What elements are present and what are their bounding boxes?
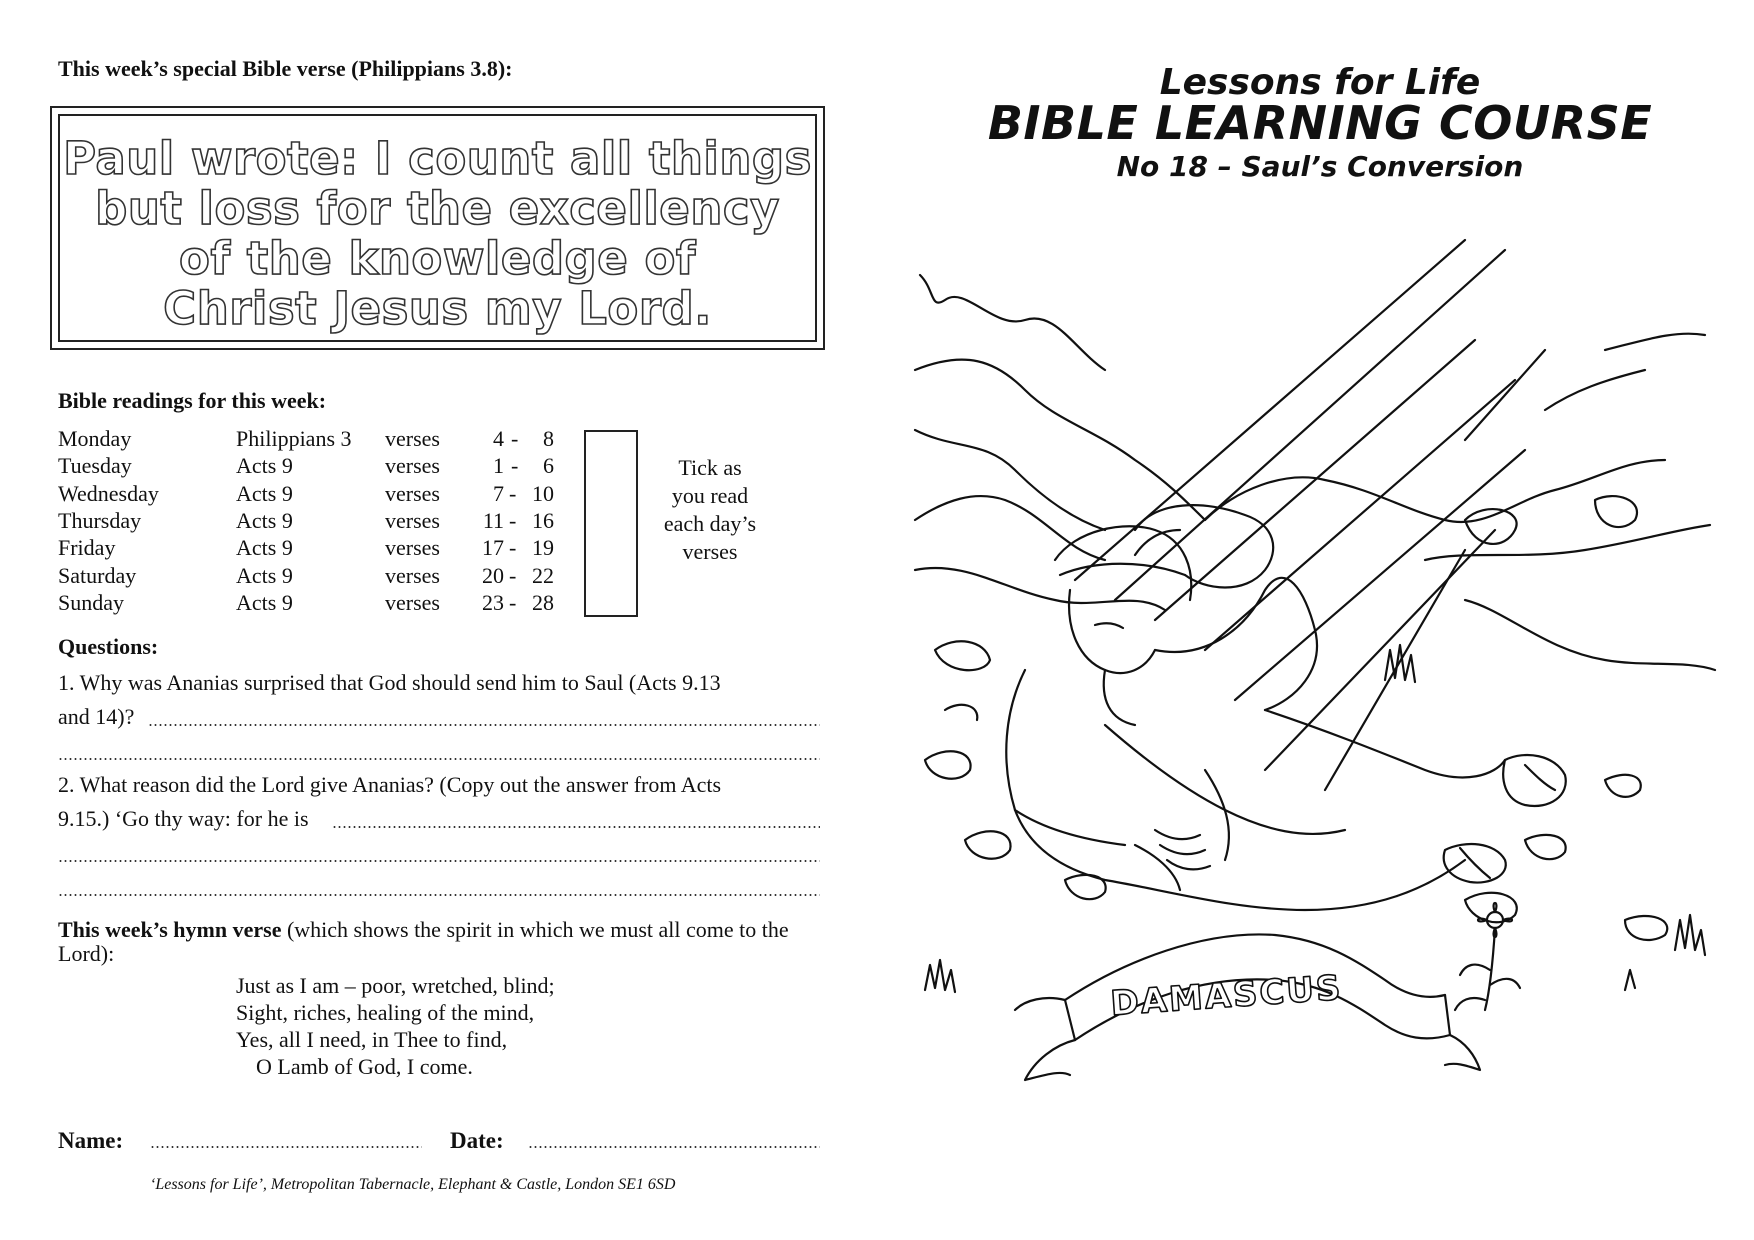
reading-row-friday xyxy=(58,535,578,563)
answer-line[interactable] xyxy=(148,724,820,726)
reading-dash: - xyxy=(511,453,519,478)
reading-to: 6 xyxy=(543,453,554,478)
reading-row-thursday xyxy=(58,508,578,536)
reading-day: Wednesday xyxy=(58,481,159,506)
reading-verses-label: verses xyxy=(385,481,440,506)
tick-note-line: verses xyxy=(682,539,738,564)
name-field[interactable] xyxy=(150,1146,422,1148)
date-field[interactable] xyxy=(528,1146,820,1148)
reading-from: 1 xyxy=(493,453,504,478)
reading-row-tuesday xyxy=(58,453,578,481)
hymn-line: O Lamb of God, I come. xyxy=(256,1054,473,1079)
questions-heading: Questions: xyxy=(58,634,159,659)
verse-line: Christ Jesus my Lord. xyxy=(163,282,712,335)
verse-line: Paul wrote: I count all things xyxy=(63,132,812,185)
verse-line: but loss for the excellency xyxy=(95,182,780,235)
tick-note xyxy=(640,454,780,566)
readings-heading: Bible readings for this week: xyxy=(58,388,327,413)
verse-box xyxy=(50,106,825,350)
reading-to: 10 xyxy=(532,481,554,506)
reading-day: Tuesday xyxy=(58,453,132,478)
reading-dash: - xyxy=(511,426,519,451)
verse-heading: This week’s special Bible verse (Philippians 3.8): xyxy=(58,56,513,81)
tick-note-line: Tick as xyxy=(678,455,742,480)
reading-dash: - xyxy=(509,535,517,560)
tick-box[interactable] xyxy=(584,430,638,617)
hymn-line: Just as I am – poor, wretched, blind; xyxy=(236,973,555,998)
tick-note-line: each day’s xyxy=(663,511,757,536)
question-1-text-cont: and 14)? xyxy=(58,704,135,729)
date-label: Date: xyxy=(450,1128,504,1153)
light-rays xyxy=(1075,240,1545,790)
reading-row-sunday xyxy=(58,590,578,618)
reading-from: 17 xyxy=(482,535,504,560)
rocks xyxy=(925,496,1667,940)
hymn-verse xyxy=(236,972,555,1080)
reading-verses-label: verses xyxy=(385,563,440,588)
reading-row-monday xyxy=(58,426,578,454)
question-2-text-cont: 9.15.) ‘Go thy way: for he is xyxy=(58,806,309,831)
verse-box-inner-border xyxy=(58,114,817,342)
verse-text xyxy=(60,134,815,334)
cover-title-series: Lessons for Life xyxy=(1159,62,1481,103)
answer-line[interactable] xyxy=(58,860,820,862)
footer-address: ‘Lessons for Life’, Metropolitan Tabernacle, Elephant & Castle, London SE1 6SD xyxy=(150,1176,676,1193)
hymn-heading-bold: This week’s hymn verse xyxy=(58,917,282,942)
reading-day: Sunday xyxy=(58,590,124,615)
reading-day: Monday xyxy=(58,426,132,451)
reading-row-wednesday xyxy=(58,481,578,509)
reading-from: 20 xyxy=(482,563,504,588)
reading-to: 22 xyxy=(532,563,554,588)
grass-tufts xyxy=(925,645,1705,992)
damascus-banner xyxy=(1015,934,1480,1080)
reading-verses-label: verses xyxy=(385,508,440,533)
reading-dash: - xyxy=(509,590,517,615)
reading-book: Philippians 3 xyxy=(236,426,352,451)
hymn-line: Yes, all I need, in Thee to find, xyxy=(236,1027,508,1052)
verse-line: of the knowledge of xyxy=(179,232,696,285)
cover-title-lesson: No 18 – Saul’s Conversion xyxy=(1116,150,1524,183)
reading-from: 7 xyxy=(493,481,504,506)
name-label: Name: xyxy=(58,1128,124,1153)
flower xyxy=(1455,903,1520,1010)
reading-dash: - xyxy=(509,481,517,506)
reading-day: Thursday xyxy=(58,508,142,533)
saul-conversion-illustration xyxy=(905,230,1725,1190)
reading-from: 4 xyxy=(493,426,504,451)
reading-dash: - xyxy=(509,563,517,588)
reading-book: Acts 9 xyxy=(236,453,293,478)
banner-text: DAMASCUS xyxy=(1109,967,1344,1025)
reading-book: Acts 9 xyxy=(236,508,293,533)
reading-dash: - xyxy=(509,508,517,533)
reading-from: 23 xyxy=(482,590,504,615)
reading-book: Acts 9 xyxy=(236,563,293,588)
saul-figure xyxy=(1006,505,1565,910)
answer-line[interactable] xyxy=(332,826,820,828)
reading-to: 8 xyxy=(543,426,554,451)
reading-book: Acts 9 xyxy=(236,481,293,506)
reading-row-saturday xyxy=(58,563,578,591)
reading-book: Acts 9 xyxy=(236,590,293,615)
reading-to: 28 xyxy=(532,590,554,615)
answer-line[interactable] xyxy=(58,894,820,896)
answer-line[interactable] xyxy=(58,758,820,760)
reading-verses-label: verses xyxy=(385,535,440,560)
hymn-heading-rest: (which shows the spirit in which we must all come to the Lord): xyxy=(58,917,789,966)
reading-verses-label: verses xyxy=(385,453,440,478)
hymn-heading xyxy=(58,918,828,966)
hymn-line: Sight, riches, healing of the mind, xyxy=(236,1000,535,1025)
mountains xyxy=(915,275,1715,670)
reading-day: Saturday xyxy=(58,563,137,588)
question-2-text: 2. What reason did the Lord give Ananias? (Copy out the answer from Acts xyxy=(58,772,722,797)
reading-book: Acts 9 xyxy=(236,535,293,560)
reading-verses-label: verses xyxy=(385,426,440,451)
reading-to: 16 xyxy=(532,508,554,533)
tick-note-line: you read xyxy=(671,483,749,508)
reading-from: 11 xyxy=(482,508,504,533)
reading-day: Friday xyxy=(58,535,116,560)
question-1-text: 1. Why was Ananias surprised that God should send him to Saul (Acts 9.13 xyxy=(58,670,721,695)
reading-to: 19 xyxy=(532,535,554,560)
reading-verses-label: verses xyxy=(385,590,440,615)
cover-title-course: BIBLE LEARNING COURSE xyxy=(987,96,1653,150)
